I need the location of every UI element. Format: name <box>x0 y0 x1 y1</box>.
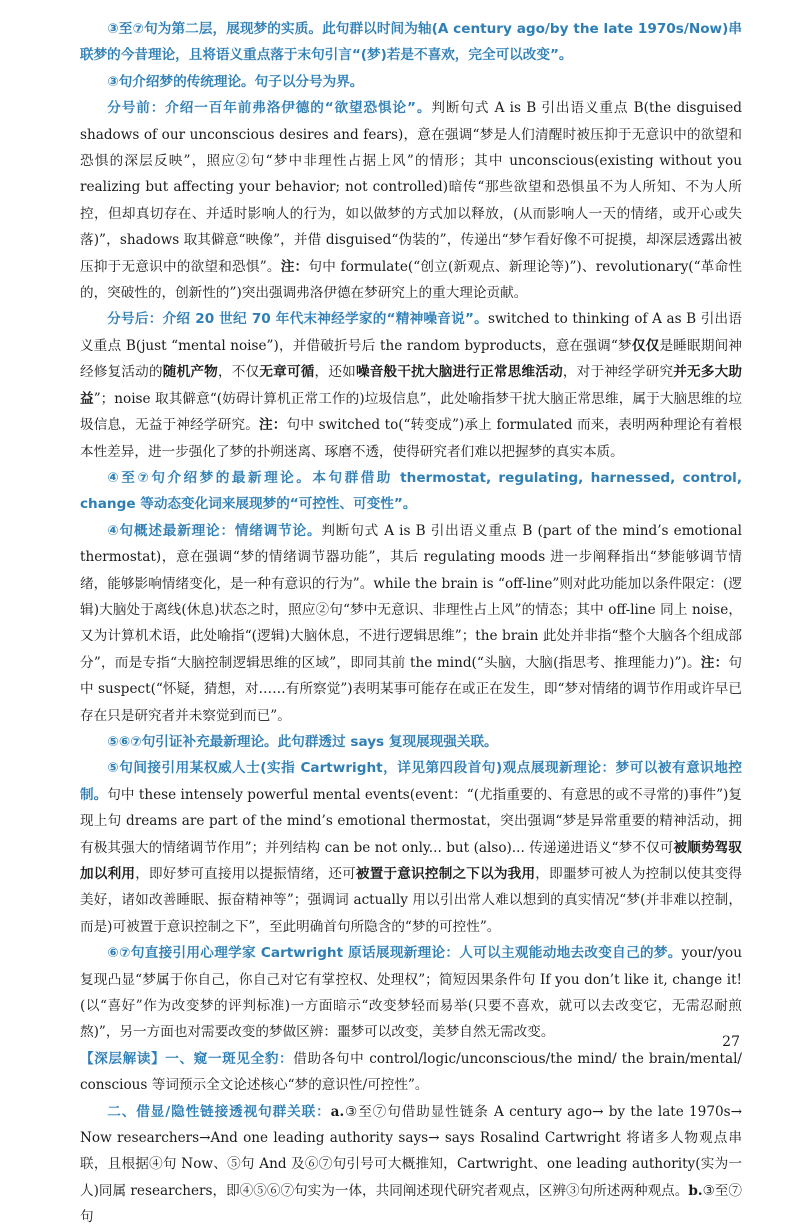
highlight-sentence5: ⑤句间接引用某权威人士(实指 Cartwright，详见第四段首句)观点展现新理论：梦可以被有意识地控制。 <box>80 760 742 803</box>
highlight-link-analysis: 二、借显/隐性链接透视句群关联： <box>107 1103 331 1120</box>
text-segment: ，还如 <box>314 364 356 381</box>
bold-segment: 无章可循 <box>259 364 315 381</box>
highlight-deep-reading: 【深层解读】一、窥一斑见全豹： <box>80 1050 294 1067</box>
text-segment: ，对于神经学研究 <box>562 364 674 381</box>
highlight-emotion-regulation: ④句概述最新理论：情绪调节论。 <box>107 522 322 539</box>
bold-segment: 被顺势驾驭加以利用 <box>80 839 742 882</box>
bold-segment: 仅仅 <box>631 337 660 354</box>
paragraph-freud-theory <box>80 95 742 306</box>
text-segment: ③至⑦句 <box>80 1182 742 1226</box>
text-segment: 句中 switched to(“转变成”)承上 formulated 而来，表明两种理论有着根本性差异，进一步强化了梦的扑朔迷离、琢磨不透，使得研究者们难以把握梦的真实本质。 <box>80 417 743 460</box>
text-segment: ③至⑦句借助显性链条 A century ago→ by the late 1970s→ Now researchers→And one leading authority says→ says Rosalind Cartwright 将诸多人物观点串联，且根据④句 Now、⑤句 And 及⑥⑦句引号可大概推知，Cartwright、one leading authority(实为一人)同属 researchers，即④⑤⑥⑦句实为一体，共同阐述现代研究者观点，区辨③句所述两种观点。 <box>80 1103 742 1199</box>
text-segment: ”；noise 取其僻意“(妨碍计算机正常工作的)垃圾信息”，此处喻指梦干扰大脑正常思维，属于大脑思维的垃圾信息，无益于神经学研究。 <box>80 390 742 434</box>
paragraph-deep-reading <box>80 1046 742 1099</box>
highlight-freud-theory: 分号前：介绍一百年前弗洛伊德的“欲望恐惧论”。 <box>107 100 432 117</box>
highlight-evidence-group: ⑤⑥⑦句引证补充最新理论。此句群透过 says 复现展现强关联。 <box>107 733 498 750</box>
text-segment: 判断句式 A is B 引出语义重点 B (part of the mind’s emotional thermostat)，意在强调“梦的情绪调节器功能”，其后 regulating moods 进一步阐释指出“梦能够调节情绪，能够影响情绪变化，是一种有意识的行为”。while the brain is “off-line”则对此功能加以条件限定：(逻辑)大脑处于离线(休息)状态之时，照应②句“梦中无意识、非理性占上风”的情态；其中 off-line 同上 noise，又为计算机术语，此处喻指“(逻辑)大脑休息，不进行逻辑思维”；the brain 此处并非指“整个大脑各个组成部分”，而是专指“大脑控制逻辑思维的区域”，即同其前 the mind(“头脑，大脑(指思考、推理能力)”)。 <box>80 522 742 671</box>
note-label: 注： <box>259 417 287 434</box>
page-number: 27 <box>722 1034 740 1050</box>
text-segment: 句中 suspect(“怀疑，猜想，对……有所察觉”)表明某事可能存在或正在发生，即“梦对情绪的调节作用或许早已存在只是研究者并未察觉到而已”。 <box>80 654 743 724</box>
text-segment: 句中 these intensely powerful mental events(event：“(尤指重要的、有意思的或不寻常的)事件”)复现上句 dreams are part of the mind’s emotional thermostat，突出强调“梦是异常重要的精神活动，拥有极其强大的情绪调节作用”；并列结构 can be not only... but (also)... 传递递进语义“梦不仅可 <box>80 786 742 856</box>
bold-segment: a. <box>330 1103 345 1120</box>
bold-segment: b. <box>688 1182 703 1199</box>
highlight-layer-overview: ③至⑦句为第二层，展现梦的实质。此句群以时间为轴(A century ago/by the late 1970s/Now)串联梦的今昔理论，且将语义重点落于末句引言“(梦)若是不喜欢，完全可以改变”。 <box>80 21 742 64</box>
paragraph-emotion-regulation <box>80 518 742 729</box>
text-segment: 是睡眠期间神经修复活动的 <box>80 337 742 381</box>
paragraph-mental-noise <box>80 306 742 464</box>
paragraph-layer-overview <box>80 16 742 69</box>
text-segment: ，不仅 <box>217 364 260 381</box>
bold-segment: 被置于意识控制之下以为我用 <box>355 866 536 882</box>
text-freud-analysis: 判断句式 A is B 引出语义重点 B(the disguised shadows of our unconscious desires and fears)，意在强调“梦是人们清醒时被压抑于无意识中的欲望和恐惧的深层反映”，照应②句“梦中非理性占据上风”的情形；其中 unconscious(existing without you realizing but affecting your behavior; not controlled)暗传“那些欲望和恐惧虽不为人所知、不为人所控，但却真切存在、并适时影响人的行为，如以做梦的方式加以释放，(从而影响人一天的情绪，或开心或失落)”，shadows 取其僻意“映像”，并借 disguised“伪装的”，传递出“梦乍看好像不可捉摸，却深层透露出被压抑于无意识中的欲望和恐惧”。 <box>80 100 742 275</box>
text-segment: 借助各句中 control/logic/unconscious/the mind/ the brain/mental/ conscious 等词预示全文论述核心“梦的意识性/可控性”。 <box>80 1050 742 1094</box>
highlight-cartwright-quote: ⑥⑦句直接引用心理学家 Cartwright 原话展现新理论：人可以主观能动地去改变自己的梦。 <box>107 945 682 962</box>
paragraph-evidence-group <box>80 729 742 755</box>
highlight-mental-noise: 分号后：介绍 20 世纪 70 年代末神经学家的“精神噪音说”。 <box>107 311 489 328</box>
paragraph-cartwright-quote <box>80 940 742 1046</box>
text-segment: your/you 复现凸显“梦属于你自己，你自己对它有掌控权、处理权”；简短因果条件句 If you don’t like it, change it!(以“喜好”作为改变梦的评判标准)一方面暗示“改变梦轻而易举(只要不喜欢，就可以去改变它，无需忍耐煎熬)”，另一方面也对需要改变的梦做区辨：噩梦可以改变，美梦自然无需改变。 <box>80 945 742 1041</box>
bold-segment: 随机产物 <box>162 364 218 381</box>
highlight-latest-theory: ④至⑦句介绍梦的最新理论。本句群借助 thermostat, regulating, harnessed, control, change 等动态变化词来展现梦的“可控性、可变性”。 <box>80 469 742 513</box>
text-segment: ，即噩梦可被人为控制以使其变得美好，诸如改善睡眠、振奋精神等”；强调词 actually 用以引出常人难以想到的真实情况“梦(并非难以控制，而是)可被置于意识控制之下”，至此明确首句所隐含的“梦的可控性”。 <box>80 866 743 935</box>
text-segment: switched to thinking of A as B 引出语义重点 B(just “mental noise”)，并借破折号后 the random byproducts，意在强调“梦 <box>80 311 742 354</box>
bold-segment: 噪音般干扰大脑进行正常思维活动 <box>355 364 563 381</box>
bold-segment: 并无多大助益 <box>80 364 743 407</box>
note-label: 注： <box>700 654 729 671</box>
text-freud-note: 句中 formulate(“创立(新观点、新理论等)”)、revolutionary(“革命性的，突破性的，创新性的”)突出强调弗洛伊德在梦研究上的重大理论贡献。 <box>80 258 743 302</box>
highlight-sentence3-intro: ③句介绍梦的传统理论。句子以分号为界。 <box>107 73 364 90</box>
paragraph-sentence3-intro <box>80 69 742 95</box>
paragraph-link-analysis <box>80 1099 742 1231</box>
note-label: 注： <box>280 258 309 275</box>
paragraph-sentence5 <box>80 755 742 940</box>
paragraph-latest-theory <box>80 465 742 518</box>
text-segment: ，即好梦可直接用以提振情绪，还可 <box>135 866 356 882</box>
